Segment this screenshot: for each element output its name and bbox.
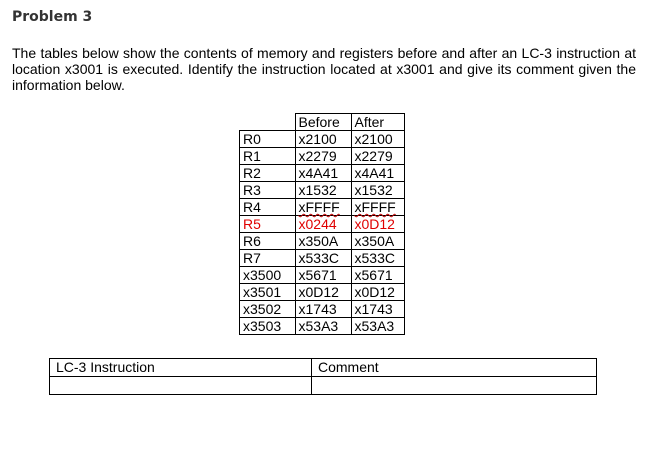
before-value: x0D12 [295,284,351,301]
table-row-x3500 [240,267,405,284]
spellcheck-marked-value: xFFFF [354,199,396,215]
table-row-x3503 [240,318,405,335]
table-row-x3501 [240,284,405,301]
table-header-row [240,114,405,131]
before-value: x4A41 [295,165,351,182]
after-value: x533C [351,250,404,267]
after-value [351,199,404,216]
answer-header-row [50,359,597,377]
table-row-x3502 [240,301,405,318]
row-label: x3501 [240,284,296,301]
row-label: R5 [240,216,296,233]
before-value: x2279 [295,148,351,165]
after-value: x53A3 [351,318,404,335]
row-label: R3 [240,182,296,199]
instruction-answer-cell[interactable] [50,377,312,395]
row-label: R6 [240,233,296,250]
header-comment: Comment [312,359,597,377]
header-blank-cell [240,114,296,131]
row-label: R0 [240,131,296,148]
before-value: x1532 [295,182,351,199]
row-label: R2 [240,165,296,182]
after-value: x2279 [351,148,404,165]
after-value: x5671 [351,267,404,284]
header-before: Before [295,114,351,131]
after-value: x1532 [351,182,404,199]
table-row-r0 [240,131,405,148]
before-value: x53A3 [295,318,351,335]
after-value: x1743 [351,301,404,318]
before-value: x2100 [295,131,351,148]
table-row-r1 [240,148,405,165]
table-row-r4 [240,199,405,216]
spellcheck-marked-value: xFFFF [298,199,340,215]
page-title: Problem 3 [12,9,93,25]
before-value: x1743 [295,301,351,318]
before-value [295,199,351,216]
problem-description: The tables below show the contents of memory and registers before and after an LC-3 instruction at location x3001 is executed. Identify the instruction located at x3001 and give its comment given the information below. [12,45,636,93]
before-value: x350A [295,233,351,250]
register-memory-table [239,113,405,335]
after-value: x2100 [351,131,404,148]
table-row-r3 [240,182,405,199]
answer-input-row [50,377,597,395]
row-label: x3502 [240,301,296,318]
row-label: x3503 [240,318,296,335]
after-value: x4A41 [351,165,404,182]
comment-answer-cell[interactable] [312,377,597,395]
header-after: After [351,114,404,131]
table-row-r7 [240,250,405,267]
before-value: x0244 [295,216,351,233]
answer-table [49,358,597,395]
after-value: x0D12 [351,284,404,301]
after-value: x350A [351,233,404,250]
row-label: R1 [240,148,296,165]
after-value: x0D12 [351,216,404,233]
table-row-r5-highlighted [240,216,405,233]
row-label: x3500 [240,267,296,284]
table-row-r6 [240,233,405,250]
before-value: x5671 [295,267,351,284]
before-value: x533C [295,250,351,267]
row-label: R7 [240,250,296,267]
header-lc3-instruction: LC-3 Instruction [50,359,312,377]
row-label: R4 [240,199,296,216]
table-row-r2 [240,165,405,182]
